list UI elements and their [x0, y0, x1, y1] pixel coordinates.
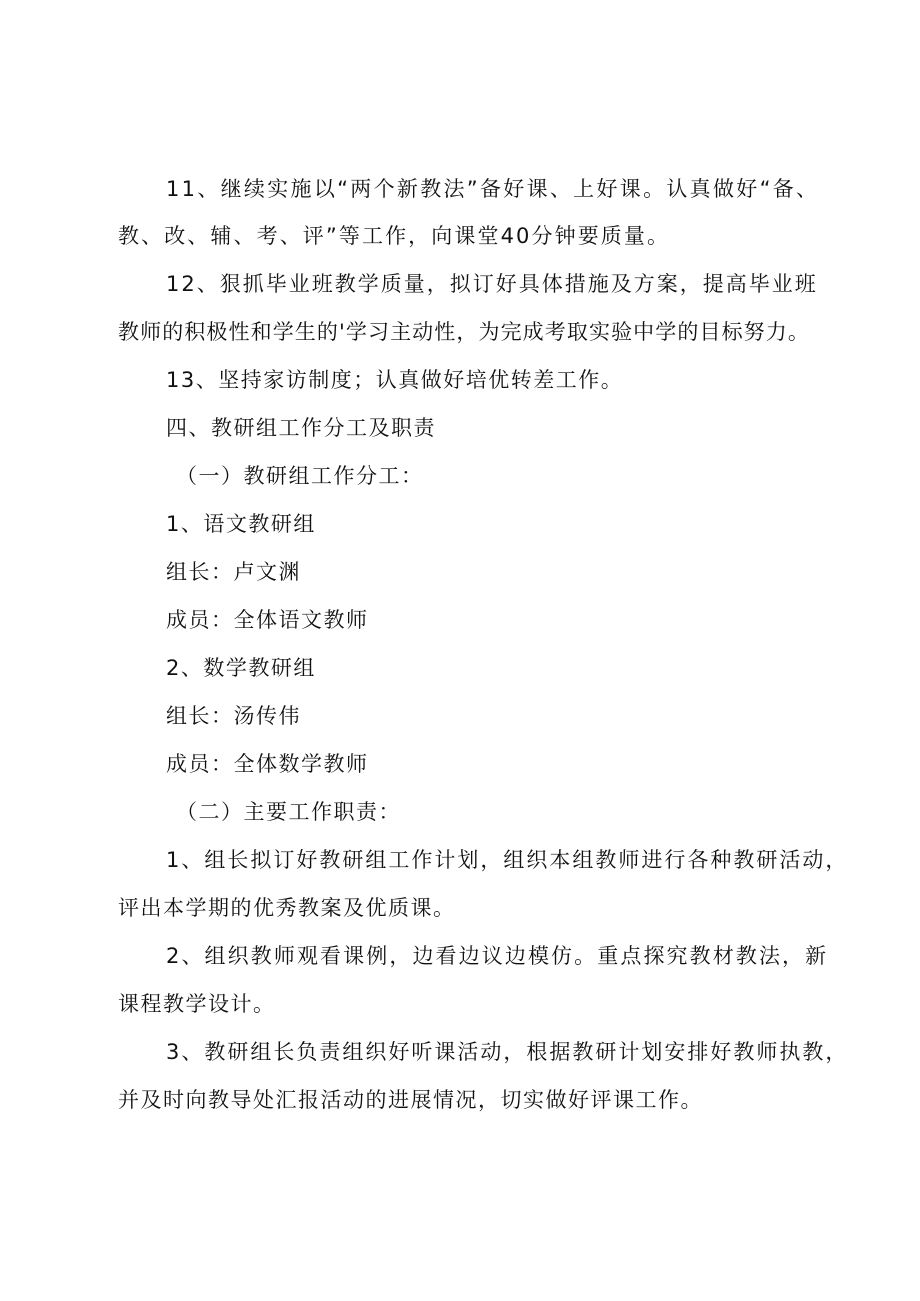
section-heading-4: 四、教研组工作分工及职责	[166, 416, 436, 440]
duty-1-line-1: 1、组长拟订好教研组工作计划，组织本组教师进行各种教研活动，	[166, 848, 849, 872]
paragraph-13: 13、坚持家访制度；认真做好培优转差工作。	[166, 368, 624, 392]
paragraph-11-line-1: 11、继续实施以“两个新教法”备好课、上好课。认真做好“备、	[166, 177, 820, 201]
paragraph-11-line-2: 教、改、辅、考、评”等工作，向课堂40分钟要质量。	[118, 224, 671, 248]
paragraph-12-line-1: 12、狠抓毕业班教学质量，拟订好具体措施及方案，提高毕业班	[166, 272, 818, 296]
group-math-members: 成员：全体数学教师	[166, 752, 369, 776]
subsection-heading-2: （二）主要工作职责：	[176, 800, 401, 824]
duty-2-line-2: 课程教学设计。	[118, 992, 276, 1016]
group-chinese-title: 1、语文教研组	[166, 512, 316, 536]
paragraph-12-line-2: 教师的积极性和学生的'学习主动性，为完成考取实验中学的目标努力。	[118, 320, 810, 344]
group-chinese-leader: 组长：卢文渊	[166, 560, 301, 584]
group-math-title: 2、数学教研组	[166, 656, 316, 680]
duty-1-line-2: 评出本学期的优秀教案及优质课。	[118, 896, 456, 920]
group-chinese-members: 成员：全体语文教师	[166, 608, 369, 632]
duty-3-line-2: 并及时向教导处汇报活动的进展情况，切实做好评课工作。	[118, 1088, 703, 1112]
duty-3-line-1: 3、教研组长负责组织好听课活动，根据教研计划安排好教师执教，	[166, 1040, 849, 1064]
duty-2-line-1: 2、组织教师观看课例，边看边议边模仿。重点探究教材教法，新	[166, 944, 829, 968]
group-math-leader: 组长：汤传伟	[166, 704, 301, 728]
subsection-heading-1: （一）教研组工作分工：	[176, 464, 424, 488]
